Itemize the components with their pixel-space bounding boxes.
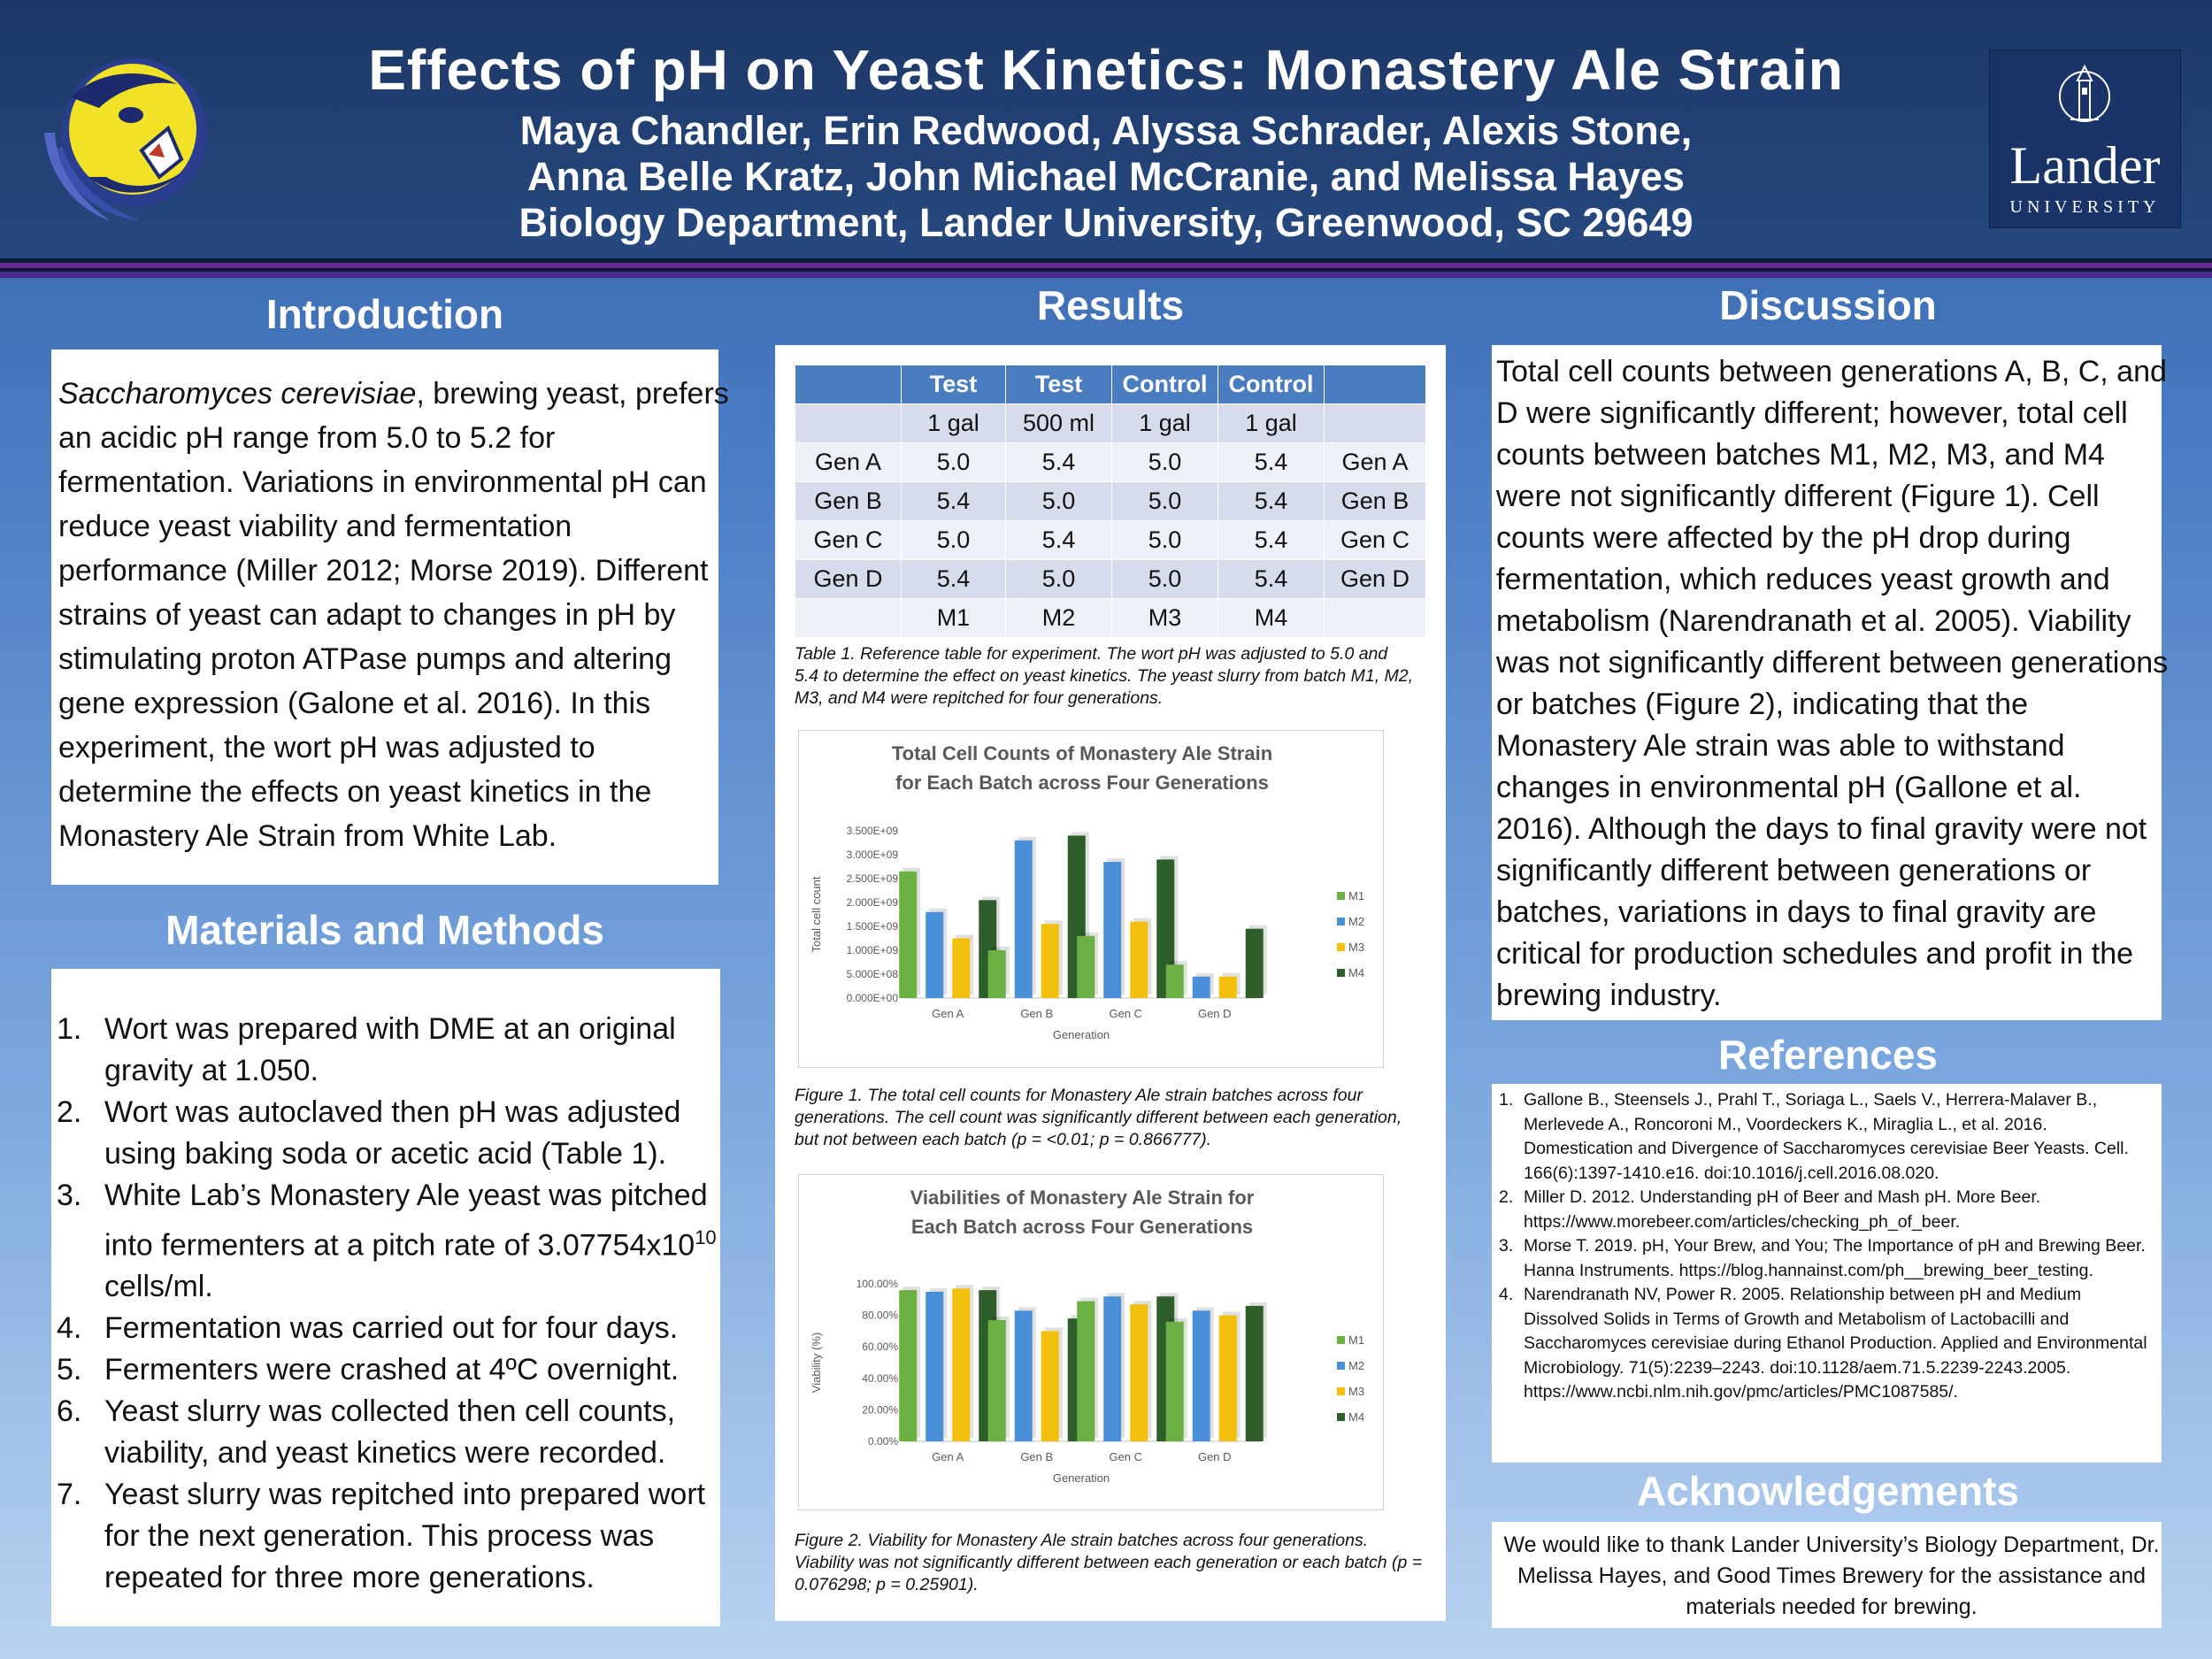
- table-cell: 5.0: [1112, 521, 1218, 560]
- table-cell: 5.4: [1006, 443, 1112, 482]
- legend-label-m3: M3: [1348, 941, 1365, 954]
- discussion-heading: Discussion: [1719, 282, 1937, 328]
- authors-line-2: Anna Belle Kratz, John Michael McCranie, and Melissa Hayes: [527, 154, 1685, 199]
- table-cell: Gen D: [1325, 560, 1426, 599]
- lander-university-logo: [1989, 50, 2181, 228]
- table-cell: 5.4: [1218, 560, 1325, 599]
- figure-2-caption: Figure 2. Viability for Monastery Ale strain batches across four generations. Viability was not significantly different between each generation or each batch (p = 0.076298; p = 0.25901).: [795, 1531, 1423, 1594]
- bar-m2-gen-b: [1015, 841, 1033, 998]
- figure-1-caption: Figure 1. The total cell counts for Monastery Ale strain batches across four generations. The cell count was significantly different between each generation, but not between each batch (p = <0.01; p = 0.866777).: [795, 1086, 1402, 1149]
- figure-1-frame: [798, 730, 1384, 1068]
- reference-item: [1499, 1283, 2154, 1405]
- table-header-cell: Test: [902, 365, 1006, 404]
- table-cell: 500 ml: [1006, 404, 1112, 443]
- table-row: [795, 404, 1426, 443]
- step-number: 7.: [57, 1478, 82, 1512]
- legend-swatch-m4: [1337, 1413, 1345, 1421]
- table-cell: Gen C: [795, 521, 902, 560]
- legend-swatch-m3: [1337, 943, 1345, 951]
- bar-m1-gen-a: [899, 1290, 917, 1441]
- table-cell: 1 gal: [902, 404, 1006, 443]
- bar-m3-gen-a: [952, 939, 970, 999]
- reference-table: [795, 365, 1426, 638]
- x-tick-label: Gen C: [1109, 1450, 1143, 1463]
- table-header-row: [795, 365, 1426, 404]
- y-tick-label: 3.000E+09: [846, 849, 898, 861]
- table-cell: [1325, 404, 1426, 443]
- reference-item: [1499, 1186, 2154, 1234]
- discussion-text: Total cell counts between generations A, B, C, and D were significantly different; however, total cell counts between batches M1, M2, M3, and M4 were not significantly different (Figure 1). Cell counts were affected by the pH drop during fermentation, which reduces yeast growth and metabolism (Narendranath et al. 2005). Viability was not significantly different between generations or batches (Figure 2), indicating that the Monastery Ale strain was able to withstand changes in environmental pH (Gallone et al. 2016). Although the days to final gravity were not significantly different between generations or batches, variations in days to final gravity are critical for production schedules and profit in the brewing industry.: [1496, 355, 2169, 1012]
- table-cell: M1: [902, 599, 1006, 638]
- table-cell: 5.4: [1218, 482, 1325, 521]
- table-cell: 5.0: [1112, 560, 1218, 599]
- step-text: Fermentation was carried out for four days.: [104, 1311, 679, 1346]
- legend-label-m2: M2: [1348, 1359, 1365, 1372]
- step-text: White Lab’s Monastery Ale yeast was pitched into fermenters at a pitch rate of 3.07754x10: [104, 1179, 708, 1263]
- y-tick-label: 2.000E+09: [846, 896, 898, 909]
- references-list: [1499, 1088, 2154, 1405]
- table-cell: Gen A: [795, 443, 902, 482]
- legend-swatch-m1: [1337, 1336, 1345, 1344]
- reference-number: 1.: [1499, 1090, 1514, 1110]
- chart-title-line-1: Total Cell Counts of Monastery Ale Strain: [891, 742, 1273, 764]
- method-step: [53, 1308, 726, 1349]
- acknowledgements-heading: Acknowledgements: [1637, 1468, 2019, 1514]
- table-row: [795, 482, 1426, 521]
- bar-m1-gen-b: [988, 1320, 1006, 1441]
- method-step: [53, 1474, 726, 1599]
- legend-label-m3: M3: [1348, 1385, 1365, 1398]
- table-row: [795, 599, 1426, 638]
- table-cell: [1325, 599, 1426, 638]
- legend-label-m1: M1: [1348, 889, 1365, 902]
- bar-m3-gen-c: [1130, 1304, 1148, 1441]
- reference-number: 3.: [1499, 1236, 1514, 1256]
- table-cell: 5.4: [1218, 521, 1325, 560]
- exponent: 10: [695, 1226, 717, 1248]
- bar-m1-gen-d: [1166, 1322, 1184, 1441]
- table-cell: Gen D: [795, 560, 902, 599]
- y-tick-label: 80.00%: [862, 1309, 898, 1322]
- reference-text: Gallone B., Steensels J., Prahl T., Soriaga L., Saels V., Herrera-Malaver B., Merlevede A., Roncoroni M., Voordeckers K., Miraglia L., et al. 2016. Domestication and Divergence of Saccharomyces cerevisiae Beer Yeasts. Cell. 166(6):1397-1410.e16. doi:10.1016/j.cell.2016.08.020.: [1524, 1090, 2129, 1183]
- y-tick-label: 20.00%: [862, 1403, 898, 1417]
- chart-title-line-2: for Each Batch across Four Generations: [895, 772, 1269, 794]
- reference-number: 2.: [1499, 1187, 1514, 1207]
- step-number: 4.: [57, 1311, 82, 1346]
- bar-m2-gen-d: [1193, 1310, 1210, 1441]
- legend-label-m4: M4: [1348, 1410, 1365, 1424]
- bar-m3-gen-b: [1041, 1331, 1059, 1441]
- viability-chart: [799, 1175, 1383, 1509]
- legend-swatch-m2: [1337, 918, 1345, 926]
- bearcat-mascot-logo: [35, 44, 221, 230]
- step-text: Yeast slurry was repitched into prepared wort for the next generation. This process was repeated for three more generations.: [104, 1478, 706, 1595]
- y-tick-label: 1.000E+09: [846, 944, 898, 956]
- reference-text: Miller D. 2012. Understanding pH of Beer and Mash pH. More Beer. https://www.morebeer.com/articles/checking_ph_of_beer.: [1524, 1187, 2041, 1232]
- method-step: [53, 1009, 726, 1092]
- y-tick-label: 40.00%: [862, 1371, 898, 1385]
- y-tick-label: 100.00%: [856, 1278, 898, 1290]
- introduction-body: , brewing yeast, prefers an acidic pH range from 5.0 to 5.2 for fermentation. Variations in environmental pH can reduce yeast viability and fermentation performance (Miller 2012; Morse 2019). Different strains of yeast can adapt to changes in pH by stimulating proton ATPase pumps and altering gene expression (Galone et al. 2016). In this experiment, the wort pH was adjusted to determine the effects on yeast kinetics in the Monastery Ale Strain from White Lab.: [58, 377, 729, 853]
- y-tick-label: 0.000E+00: [846, 992, 898, 1004]
- bar-m1-gen-b: [988, 950, 1006, 998]
- bar-m4-gen-d: [1246, 929, 1263, 998]
- table-cell: 5.0: [1112, 443, 1218, 482]
- bar-m2-gen-c: [1103, 862, 1121, 998]
- authors-line-1: Maya Chandler, Erin Redwood, Alyssa Schrader, Alexis Stone,: [519, 108, 1693, 153]
- bar-m1-gen-c: [1077, 936, 1094, 998]
- legend-label-m4: M4: [1348, 966, 1365, 979]
- legend-label-m2: M2: [1348, 915, 1365, 928]
- y-axis-label: Total cell count: [810, 876, 823, 953]
- table-cell: 5.0: [1112, 482, 1218, 521]
- bar-m2-gen-a: [926, 1292, 943, 1441]
- author-block: [230, 108, 1982, 246]
- table-row: [795, 560, 1426, 599]
- table-cell: M4: [1218, 599, 1325, 638]
- table-cell: 5.4: [902, 560, 1006, 599]
- step-number: 5.: [57, 1353, 82, 1387]
- table-cell: 1 gal: [1112, 404, 1218, 443]
- species-name: Saccharomyces cerevisiae: [58, 377, 417, 411]
- reference-item: [1499, 1088, 2154, 1186]
- table-header-cell: Control: [1218, 365, 1325, 404]
- y-tick-label: 5.000E+08: [846, 968, 898, 980]
- introduction-heading: Introduction: [265, 291, 504, 337]
- x-tick-label: Gen A: [932, 1450, 964, 1463]
- table-caption: Table 1. Reference table for experiment. The wort pH was adjusted to 5.0 and 5.4 to determine the effect on yeast kinetics. The yeast slurry from batch M1, M2, M3, and M4 were repitched for four generations.: [795, 644, 1414, 708]
- table-cell: Gen A: [1325, 443, 1426, 482]
- method-step: [53, 1391, 726, 1474]
- bar-m3-gen-b: [1041, 924, 1059, 998]
- x-tick-label: Gen A: [932, 1007, 964, 1020]
- table-header-cell: Control: [1112, 365, 1218, 404]
- legend-label-m1: M1: [1348, 1333, 1365, 1347]
- table-cell: 5.0: [902, 443, 1006, 482]
- table-cell: 1 gal: [1218, 404, 1325, 443]
- y-axis-label: Viability (%): [810, 1332, 823, 1394]
- bar-m1-gen-d: [1166, 964, 1184, 998]
- bar-m4-gen-d: [1246, 1306, 1263, 1441]
- method-step: [53, 1349, 726, 1391]
- bar-m1-gen-c: [1077, 1302, 1094, 1441]
- step-text: Wort was prepared with DME at an original gravity at 1.050.: [104, 1012, 676, 1087]
- bar-m2-gen-d: [1193, 977, 1210, 998]
- bar-m3-gen-d: [1219, 977, 1237, 998]
- step-text: Wort was autoclaved then pH was adjusted using baking soda or acetic acid (Table 1).: [104, 1095, 681, 1171]
- y-tick-label: 2.500E+09: [846, 872, 898, 885]
- bar-m3-gen-d: [1219, 1316, 1237, 1441]
- table-cell: 5.0: [902, 521, 1006, 560]
- table-row: [795, 443, 1426, 482]
- cell-count-chart: [799, 731, 1383, 1067]
- x-tick-label: Gen B: [1020, 1450, 1054, 1463]
- step-number: 1.: [57, 1012, 82, 1046]
- references-heading: References: [1717, 1032, 1939, 1078]
- table-cell: Gen B: [1325, 482, 1426, 521]
- table-cell: [795, 599, 902, 638]
- reference-text: Narendranath NV, Power R. 2005. Relationship between pH and Medium Dissolved Solids in Terms of Growth and Metabolism of Lactobacilli and Saccharomyces cerevisiae during Ethanol Production. Applied and Environmental Microbiology. 71(5):2239–2243. doi:10.1128/aem.71.5.2239-2243.2005. https://www.ncbi.nlm.nih.gov/pmc/articles/PMC1087585/.: [1524, 1285, 2147, 1402]
- table-cell: Gen C: [1325, 521, 1426, 560]
- figure-2-frame: [798, 1174, 1384, 1510]
- y-tick-label: 1.500E+09: [846, 920, 898, 933]
- poster-title: Effects of pH on Yeast Kinetics: Monastery Ale Strain: [368, 38, 1844, 102]
- table-cell: [795, 404, 902, 443]
- table-cell: 5.4: [1218, 443, 1325, 482]
- legend-swatch-m2: [1337, 1362, 1345, 1370]
- x-tick-label: Gen D: [1197, 1450, 1232, 1463]
- chart-title-line-1: Viabilities of Monastery Ale Strain for: [910, 1187, 1255, 1209]
- legend-swatch-m3: [1337, 1387, 1345, 1395]
- step-text: Yeast slurry was collected then cell counts, viability, and yeast kinetics were recorded.: [104, 1394, 676, 1471]
- bar-m3-gen-c: [1130, 922, 1148, 998]
- tower-icon: [2058, 61, 2111, 134]
- reference-text: Morse T. 2019. pH, Your Brew, and You; The Importance of pH and Brewing Beer. Hanna Instruments. https://blog.hannainst.com/ph__brewing_beer_testing.: [1524, 1236, 2146, 1280]
- table-cell: 5.0: [1006, 482, 1112, 521]
- affiliation: Biology Department, Lander University, Greenwood, SC 29649: [518, 200, 1694, 245]
- table-header-cell: Test: [1006, 365, 1112, 404]
- x-tick-label: Gen B: [1020, 1007, 1054, 1020]
- bar-m1-gen-a: [899, 872, 917, 998]
- bar-m2-gen-c: [1103, 1296, 1121, 1441]
- logo-name: Lander: [2009, 136, 2161, 195]
- x-tick-label: Gen D: [1197, 1007, 1232, 1020]
- header-divider: [0, 258, 2212, 278]
- table-row: [795, 521, 1426, 560]
- chart-title-line-2: Each Batch across Four Generations: [910, 1216, 1254, 1238]
- legend-swatch-m4: [1337, 969, 1345, 977]
- x-tick-label: Gen C: [1109, 1007, 1143, 1020]
- step-number: 3.: [57, 1179, 82, 1212]
- step-text: Fermenters were crashed at 4ºC overnight.: [104, 1353, 680, 1387]
- table-cell: 5.4: [1006, 521, 1112, 560]
- table-cell: 5.0: [1006, 560, 1112, 599]
- y-tick-label: 60.00%: [862, 1340, 898, 1354]
- introduction-text: [58, 372, 731, 858]
- step-text-unit: cells/ml.: [104, 1270, 213, 1304]
- table-cell: M2: [1006, 599, 1112, 638]
- bar-m2-gen-a: [926, 912, 943, 998]
- logo-subtitle: UNIVERSITY: [2009, 197, 2161, 217]
- methods-heading: Materials and Methods: [165, 907, 604, 953]
- y-tick-label: 0.00%: [867, 1435, 898, 1448]
- reference-item: [1499, 1234, 2154, 1283]
- results-heading: Results: [1036, 282, 1185, 328]
- x-axis-label: Generation: [1052, 1471, 1110, 1485]
- bar-m2-gen-b: [1015, 1310, 1033, 1441]
- table-cell: M3: [1112, 599, 1218, 638]
- reference-number: 4.: [1499, 1285, 1514, 1304]
- legend-swatch-m1: [1337, 892, 1345, 900]
- table-header-cell: [795, 365, 902, 404]
- y-tick-label: 3.500E+09: [846, 825, 898, 837]
- x-axis-label: Generation: [1052, 1028, 1110, 1041]
- table-cell: Gen B: [795, 482, 902, 521]
- method-step: [53, 1175, 726, 1308]
- method-step: [53, 1092, 726, 1175]
- table-cell: 5.4: [902, 482, 1006, 521]
- acknowledgements-text: We would like to thank Lander University’s Biology Department, Dr. Melissa Hayes, and Good Times Brewery for the assistance and materials needed for brewing.: [1503, 1532, 2160, 1619]
- step-number: 2.: [57, 1095, 82, 1129]
- bar-m3-gen-a: [952, 1288, 970, 1441]
- step-number: 6.: [57, 1394, 82, 1429]
- methods-list: [53, 1009, 726, 1599]
- table-header-cell: [1325, 365, 1426, 404]
